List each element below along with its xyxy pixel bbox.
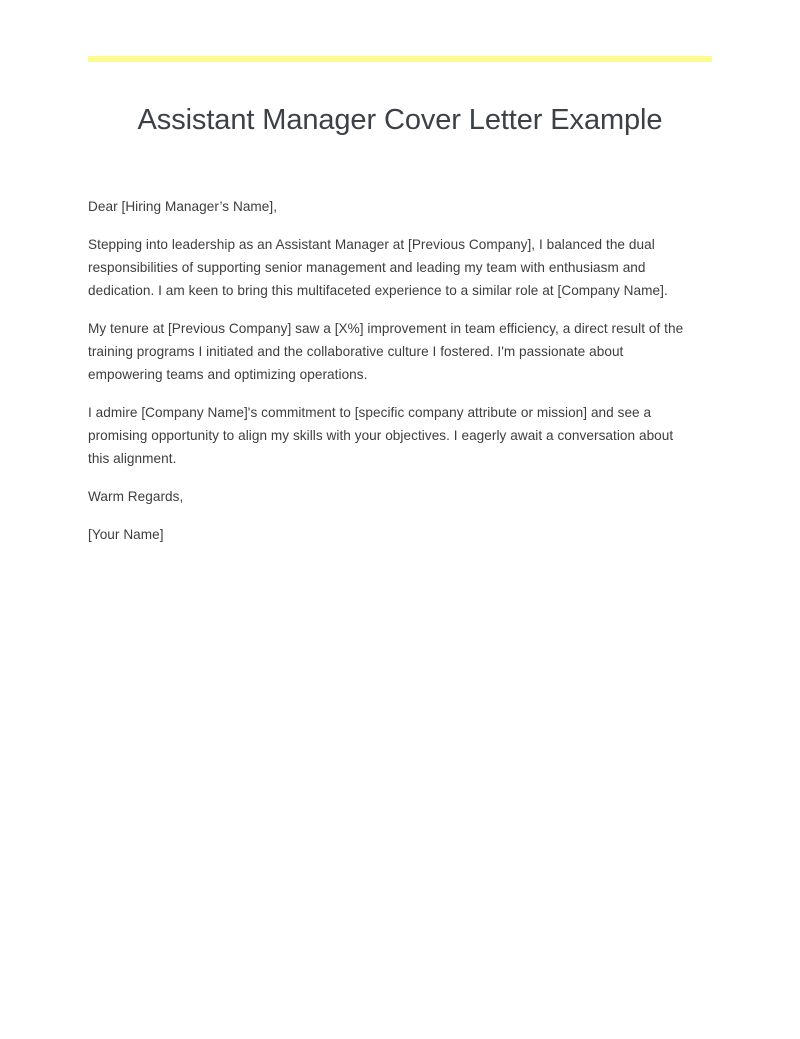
cover-letter-body xyxy=(88,195,684,546)
page-title: Assistant Manager Cover Letter Example xyxy=(137,104,663,136)
yellow-accent-bar xyxy=(88,56,712,62)
letter-paragraph-3: I admire [Company Name]'s commitment to [specific company attribute or mission] and see a promising opportunity to align my skills with your objectives. I eagerly await a conversation about this alignment. xyxy=(88,405,674,466)
letter-paragraph-1: Stepping into leadership as an Assistant Manager at [Previous Company], I balanced the dual responsibilities of supporting senior management and leading my team with enthusiasm and dedication. I am keen to bring this multifaceted experience to a similar role at [Company Name]. xyxy=(88,237,668,298)
letter-closing: Warm Regards, xyxy=(88,489,184,504)
letter-greeting: Dear [Hiring Manager’s Name], xyxy=(88,199,278,214)
letter-paragraph-2: My tenure at [Previous Company] saw a [X%] improvement in team efficiency, a direct result of the training programs I initiated and the collaborative culture I fostered. I'm passionate about empowering teams and optimizing operations. xyxy=(88,321,684,382)
letter-signature: [Your Name] xyxy=(88,527,164,542)
